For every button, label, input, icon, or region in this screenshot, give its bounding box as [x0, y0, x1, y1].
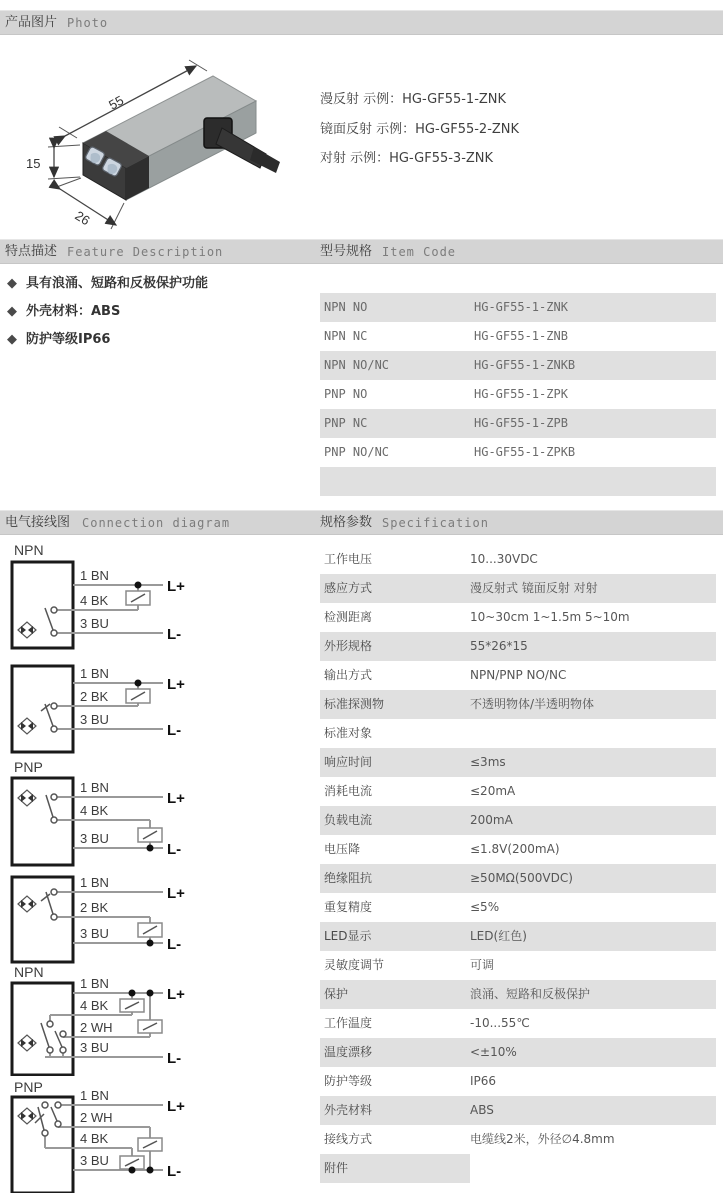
- rail-label-minus: L-: [167, 841, 182, 858]
- table-row: [320, 835, 716, 864]
- spec-label: 外壳材料: [324, 1103, 373, 1117]
- wire-label: 2 BK: [80, 689, 109, 704]
- spec-value: ≤20mA: [470, 784, 516, 798]
- item-code-value: [474, 467, 716, 496]
- wire-label: 1 BN: [80, 666, 109, 681]
- table-row: [320, 661, 716, 690]
- switch-contact: [51, 794, 57, 800]
- wire-label: 2 WH: [80, 1020, 113, 1035]
- switch-contact: [51, 914, 57, 920]
- section-bar-features-itemcode: [0, 239, 723, 264]
- spec-label: LED显示: [324, 929, 372, 943]
- spec-label: 工作电压: [324, 552, 373, 566]
- table-row: [320, 1067, 716, 1096]
- spec-label: 灵敏度调节: [324, 958, 385, 972]
- table-row: [320, 1009, 716, 1038]
- example-retroreflective: 镜面反射 示例：HG-GF55-2-ZNK: [320, 122, 520, 137]
- spec-label: 响应时间: [324, 755, 373, 769]
- wire-label: 1 BN: [80, 1088, 109, 1103]
- table-row: [320, 632, 716, 661]
- spec-value: ≥50MΩ(500VDC): [470, 871, 573, 885]
- table-row: [320, 748, 716, 777]
- spec-value: ≤3ms: [470, 755, 506, 769]
- switch-contact: [51, 726, 57, 732]
- spec-value: ≤1.8V(200mA): [470, 842, 560, 856]
- wiring-diagram-npn-nc: [5, 660, 305, 758]
- table-row: [320, 980, 716, 1009]
- wiring-diagram-npn-nonc: [5, 963, 305, 1076]
- spec-value: 不透明物体/半透明物体: [470, 697, 595, 711]
- item-type: NPN NO: [324, 300, 368, 314]
- feature-item: [7, 298, 307, 326]
- spec-label: 标准对象: [324, 726, 373, 740]
- spec-value: 10~30cm 1~1.5m 5~10m: [470, 610, 630, 624]
- table-row: [320, 951, 716, 980]
- section-title-features-zh: 特点描述: [5, 244, 58, 259]
- wiring-diagram-npn-no: [5, 538, 305, 658]
- dim-height-label: 15: [26, 156, 41, 171]
- specification-table: [320, 545, 716, 1183]
- item-type: NPN NC: [324, 329, 368, 343]
- wire-label: 4 BK: [80, 593, 109, 608]
- table-row: [320, 603, 716, 632]
- sensor-box: [12, 778, 73, 865]
- spec-value: <±10%: [470, 1045, 517, 1059]
- table-row: [320, 545, 716, 574]
- wire-label: 4 BK: [80, 1131, 109, 1146]
- spec-value: IP66: [470, 1074, 497, 1088]
- wire-label: 3 BU: [80, 1153, 109, 1168]
- item-type: PNP NC: [324, 416, 368, 430]
- table-row: [320, 351, 716, 380]
- table-row: [320, 922, 716, 951]
- junction-dot: [135, 582, 142, 589]
- junction-dot: [135, 680, 142, 687]
- dim-length-label: 55: [106, 92, 127, 113]
- table-row: [320, 438, 716, 467]
- table-row: [320, 1038, 716, 1067]
- dim-width-label: 26: [72, 207, 93, 229]
- spec-label: 感应方式: [324, 581, 373, 595]
- spec-value: ABS: [470, 1103, 494, 1117]
- diamond-bullet-icon: ◆: [7, 304, 17, 319]
- feature-text: 外壳材料：ABS: [26, 304, 121, 319]
- spec-label: 温度漂移: [324, 1045, 373, 1059]
- rail-label-minus: L-: [167, 722, 182, 739]
- feature-item: [7, 326, 307, 354]
- spec-label: 保护: [324, 987, 349, 1001]
- section-title-connection-en: Connection diagram: [82, 516, 231, 530]
- spec-value: [470, 1154, 716, 1183]
- wire-label: 4 BK: [80, 998, 109, 1013]
- spec-value: 电缆线2米，外径∅4.8mm: [470, 1132, 615, 1146]
- rail-label-minus: L-: [167, 1050, 182, 1067]
- junction-dot: [147, 990, 154, 997]
- feature-text: 防护等级IP66: [26, 332, 111, 347]
- switch-contact: [42, 1130, 48, 1136]
- spec-label: 附件: [320, 1154, 470, 1183]
- table-row: [320, 1125, 716, 1154]
- wiring-diagram-pnp-nonc: [5, 1078, 305, 1193]
- section-title-photo-zh: 产品图片: [5, 15, 58, 30]
- rail-label-plus: L+: [167, 676, 185, 693]
- junction-dot: [147, 940, 154, 947]
- item-code-value: HG-GF55-1-ZPK: [474, 387, 568, 401]
- spec-value: 漫反射式 镜面反射 对射: [470, 581, 598, 595]
- switch-contact: [55, 1102, 61, 1108]
- spec-value: 55*26*15: [470, 639, 528, 653]
- wire-label: 3 BU: [80, 616, 109, 631]
- rail-label-minus: L-: [167, 936, 182, 953]
- switch-contact: [51, 607, 57, 613]
- switch-contact: [60, 1047, 66, 1053]
- example-throughbeam: 对射 示例：HG-GF55-3-ZNK: [320, 151, 494, 166]
- wire-label: 1 BN: [80, 976, 109, 991]
- spec-value: NPN/PNP NO/NC: [470, 668, 567, 682]
- spec-value: ≤5%: [470, 900, 500, 914]
- table-row: [320, 864, 716, 893]
- diagram-title: PNP: [14, 759, 43, 775]
- spec-label: 检测距离: [324, 610, 373, 624]
- table-row: [320, 1096, 716, 1125]
- wire-label: 3 BU: [80, 1040, 109, 1055]
- example-diffuse: 漫反射 示例：HG-GF55-1-ZNK: [320, 92, 507, 107]
- junction-dot: [147, 845, 154, 852]
- table-row: [320, 574, 716, 603]
- spec-label: 负载电流: [324, 813, 373, 827]
- rail-label-plus: L+: [167, 986, 185, 1003]
- diamond-bullet-icon: ◆: [7, 276, 17, 291]
- wire-label: 2 WH: [80, 1110, 113, 1125]
- junction-dot: [129, 990, 136, 997]
- diagram-title: NPN: [14, 964, 44, 980]
- wiring-diagram-pnp-nc: [5, 873, 305, 965]
- switch-contact: [47, 1021, 53, 1027]
- diagram-title: NPN: [14, 542, 44, 558]
- item-code-value: HG-GF55-1-ZPB: [474, 416, 568, 430]
- spec-label: 防护等级: [324, 1074, 373, 1088]
- diamond-bullet-icon: ◆: [7, 332, 17, 347]
- spec-label: 输出方式: [324, 668, 373, 682]
- junction-dot: [147, 1167, 154, 1174]
- spec-label: 外形规格: [324, 639, 373, 653]
- section-bar-photo: [0, 10, 723, 35]
- spec-value: 浪涌、短路和反极保护: [470, 987, 591, 1001]
- diagram-title: PNP: [14, 1079, 43, 1095]
- section-bar-connection-spec: [0, 510, 723, 535]
- junction-dot: [129, 1167, 136, 1174]
- switch-contact: [55, 1121, 61, 1127]
- section-title-spec-zh: 规格参数: [320, 515, 373, 530]
- table-row: [320, 719, 716, 748]
- item-code-table: [320, 293, 716, 496]
- section-title-connection-zh: 电气接线图: [5, 515, 71, 530]
- feature-item: [7, 270, 307, 298]
- switch-contact: [42, 1102, 48, 1108]
- wire-label: 3 BU: [80, 831, 109, 846]
- table-row: [320, 322, 716, 351]
- item-code-value: HG-GF55-1-ZNKB: [474, 358, 576, 372]
- section-title-itemcode-en: Item Code: [382, 245, 457, 259]
- table-row: [320, 806, 716, 835]
- spec-label: 接线方式: [324, 1132, 373, 1146]
- spec-label: 工作温度: [324, 1016, 373, 1030]
- spec-label: 标准探测物: [324, 697, 385, 711]
- spec-value: [470, 719, 716, 748]
- wire-label: 4 BK: [80, 803, 109, 818]
- wire-label: 1 BN: [80, 875, 109, 890]
- feature-text: 具有浪涌、短路和反极保护功能: [26, 276, 209, 291]
- product-photo: [8, 46, 308, 238]
- spec-value: -10...55℃: [470, 1016, 530, 1030]
- rail-label-plus: L+: [167, 578, 185, 595]
- spec-label: 重复精度: [324, 900, 373, 914]
- rail-label-plus: L+: [167, 790, 185, 807]
- item-type: PNP NO/NC: [324, 445, 390, 459]
- switch-contact: [51, 630, 57, 636]
- table-row: [320, 893, 716, 922]
- wire-label: 1 BN: [80, 568, 109, 583]
- table-row: [320, 409, 716, 438]
- switch-contact: [51, 889, 57, 895]
- sensor-box: [12, 877, 73, 962]
- rail-label-minus: L-: [167, 1163, 182, 1180]
- item-type: [320, 467, 474, 496]
- rail-label-minus: L-: [167, 626, 182, 643]
- spec-value: 200mA: [470, 813, 513, 827]
- switch-contact: [51, 703, 57, 709]
- rail-label-plus: L+: [167, 885, 185, 902]
- switch-contact: [51, 817, 57, 823]
- section-title-itemcode-zh: 型号规格: [320, 244, 373, 259]
- spec-label: 消耗电流: [324, 784, 373, 798]
- spec-value: LED(红色): [470, 929, 527, 943]
- wire-label: 3 BU: [80, 926, 109, 941]
- table-row: [320, 690, 716, 719]
- section-title-photo-en: Photo: [67, 16, 109, 30]
- table-row: [320, 777, 716, 806]
- spec-label: 绝缘阻抗: [324, 871, 373, 885]
- sensor-box: [12, 1097, 73, 1193]
- spec-value: 可调: [470, 958, 495, 972]
- sensor-cable-end: [250, 147, 280, 173]
- sensor-box: [12, 562, 73, 648]
- item-code-value: HG-GF55-1-ZNB: [474, 329, 568, 343]
- rail-label-plus: L+: [167, 1098, 185, 1115]
- switch-contact: [60, 1031, 66, 1037]
- wiring-diagram-pnp-no: [5, 758, 305, 870]
- wire-label: 2 BK: [80, 900, 109, 915]
- item-code-value: HG-GF55-1-ZNK: [474, 300, 568, 314]
- item-type: PNP NO: [324, 387, 368, 401]
- wire-label: 1 BN: [80, 780, 109, 795]
- feature-list: [7, 270, 307, 354]
- switch-contact: [47, 1047, 53, 1053]
- section-title-spec-en: Specification: [382, 516, 489, 530]
- table-row: [320, 293, 716, 322]
- item-code-value: HG-GF55-1-ZPKB: [474, 445, 576, 459]
- section-title-features-en: Feature Description: [67, 245, 224, 259]
- spec-value: 10...30VDC: [470, 552, 538, 566]
- spec-label: 电压降: [324, 842, 361, 856]
- table-row: [320, 467, 716, 496]
- table-row: [320, 380, 716, 409]
- item-type: NPN NO/NC: [324, 358, 390, 372]
- wire-label: 3 BU: [80, 712, 109, 727]
- table-row: [320, 1154, 716, 1183]
